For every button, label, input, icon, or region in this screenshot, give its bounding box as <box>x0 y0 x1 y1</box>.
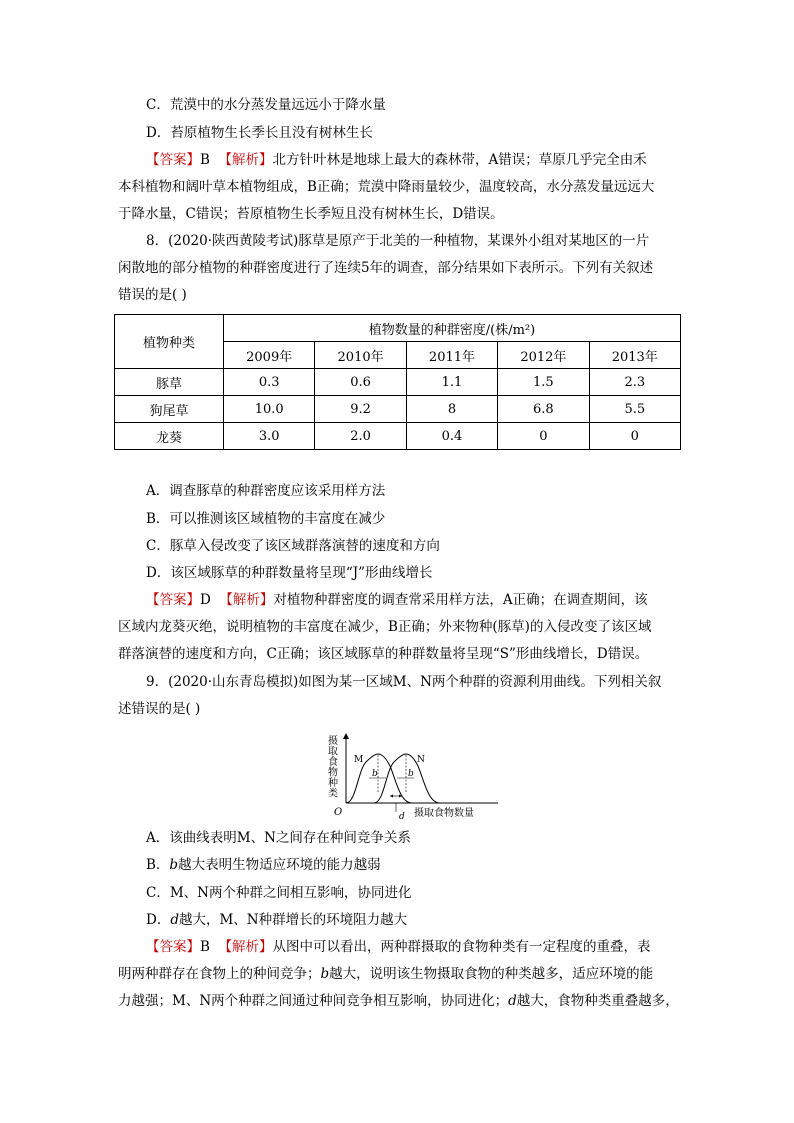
q7-analysis-line-2: 本科植物和阔叶草本植物组成，B正确；荒漠中降雨量较少，温度较高，水分蒸发量远远大 <box>118 179 655 195</box>
label-b-n: b <box>408 769 414 779</box>
answer-label: 【答案】 <box>146 939 200 955</box>
species-name: 龙葵 <box>115 423 224 450</box>
label-m: M <box>354 755 364 765</box>
species-name: 狗尾草 <box>115 396 224 423</box>
q9-stem-line-1: 9．(2020·山东青岛模拟)如图为某一区域M、N两个种群的资源利用曲线。下列相关叙 <box>146 674 662 690</box>
table-cell: 0 <box>498 423 589 450</box>
q8-analysis-line-2: 区域内龙葵灭绝，说明植物的丰富度在减少，B正确；外来物种(豚草)的入侵改变了该区域 <box>118 619 652 635</box>
option-prefix: B． <box>146 857 170 873</box>
table-row <box>115 369 681 396</box>
table-cell: 1.5 <box>498 369 589 396</box>
population-density-table <box>114 314 681 450</box>
table-year: 2013年 <box>589 342 680 369</box>
q9-option-a: A．该曲线表明M、N之间存在种间竞争关系 <box>146 830 411 846</box>
q7-option-c: C．荒漠中的水分蒸发量远远小于降水量 <box>146 97 386 113</box>
q9-option-b <box>146 856 381 874</box>
table-cell: 0.6 <box>315 369 406 396</box>
label-b-m: b <box>372 769 378 779</box>
variable-b: b <box>169 857 179 873</box>
table-cell: 6.8 <box>498 396 589 423</box>
ylabel-char: 摄 <box>328 736 338 747</box>
q9-analysis-line-2 <box>118 965 653 983</box>
q7-analysis-line-3: 于降水量，C错误；苔原植物生长季短且没有树林生长，D错误。 <box>118 206 504 222</box>
option-text: 越大，M、N种群增长的环境阻力越大 <box>178 912 408 928</box>
q9-stem-line-2: 述错误的是( ) <box>118 701 201 717</box>
analysis-text: 对植物种群密度的调查常采用样方法，A正确；在调查期间，该 <box>273 592 648 608</box>
label-d: d <box>399 812 405 822</box>
table-year: 2010年 <box>315 342 406 369</box>
y-axis-label <box>328 734 338 800</box>
ylabel-char: 物 <box>328 767 338 779</box>
overlap-d-arrowhead-left <box>390 795 393 798</box>
y-axis-arrow <box>343 733 349 739</box>
analysis-label: 【解析】 <box>219 592 274 608</box>
q9-option-c: C．M、N两个种群之间相互影响，协同进化 <box>146 885 412 901</box>
table-cell: 0.3 <box>224 369 315 396</box>
answer-value: B <box>200 939 210 955</box>
answer-value: B <box>200 152 210 168</box>
table-year: 2011年 <box>406 342 497 369</box>
answer-value: D <box>200 592 211 608</box>
answer-label: 【答案】 <box>146 152 200 168</box>
table-cell: 8 <box>406 396 497 423</box>
table-cell: 0 <box>589 423 680 450</box>
origin-label: O <box>334 807 343 818</box>
analysis-label: 【解析】 <box>218 939 273 955</box>
ylabel-char: 取 <box>328 746 338 758</box>
table-cell: 2.0 <box>315 423 406 450</box>
table-year: 2009年 <box>224 342 315 369</box>
species-name: 豚草 <box>115 369 224 396</box>
q8-option-d: D．该区域豚草的种群数量将呈现“J”形曲线增长 <box>146 565 433 581</box>
q8-stem-line-2: 闲散地的部分植物的种群密度进行了连续5年的调查，部分结果如下表所示。下列有关叙述 <box>118 260 654 276</box>
table-cell: 10.0 <box>224 396 315 423</box>
option-text: 越大表明生物适应环境的能力越弱 <box>178 857 381 873</box>
table-header-density: 植物数量的种群密度/(株/m²) <box>224 315 681 342</box>
q9-analysis-line-1 <box>146 938 651 956</box>
table-row <box>115 396 681 423</box>
table-cell: 3.0 <box>224 423 315 450</box>
ylabel-char: 类 <box>328 788 338 800</box>
table-cell: 5.5 <box>589 396 680 423</box>
q8-stem-line-3: 错误的是( ) <box>118 287 187 303</box>
q8-option-a: A．调查豚草的种群密度应该采用样方法 <box>146 483 386 499</box>
analysis-text: 力越强；M、N两个种群之间通过种间竞争相互影响，协同进化； <box>118 993 509 1009</box>
q8-option-b: B．可以推测该区域植物的丰富度在减少 <box>146 511 386 527</box>
q9-option-d <box>146 911 407 929</box>
q7-option-d: D．苔原植物生长季长且没有树林生长 <box>146 125 373 141</box>
label-n: N <box>417 755 425 765</box>
analysis-text: 从图中可以看出，两种群摄取的食物种类有一定程度的重叠，表 <box>272 939 651 955</box>
q7-analysis-line-1 <box>146 151 647 169</box>
ylabel-char: 种 <box>328 778 338 789</box>
q8-option-c: C．豚草入侵改变了该区域群落演替的速度和方向 <box>146 538 440 554</box>
q8-analysis-line-1 <box>146 591 648 609</box>
analysis-text: 越大，食物种类重叠越多， <box>516 993 679 1009</box>
ylabel-char: 食 <box>328 757 338 768</box>
variable-d: d <box>170 912 179 928</box>
resource-utilization-figure <box>322 730 502 824</box>
analysis-text: 越大，说明该生物摄取食物的种类越多，适应环境的能 <box>329 966 654 982</box>
table-cell: 2.3 <box>589 369 680 396</box>
variable-b: b <box>320 966 330 982</box>
table-row <box>115 423 681 450</box>
curve-n <box>374 754 440 803</box>
answer-label: 【答案】 <box>146 592 200 608</box>
q8-analysis-line-3: 群落演替的速度和方向，C正确；该区域豚草的种群数量将呈现“S”形曲线增长，D错误。 <box>118 646 649 662</box>
analysis-text: 北方针叶林是地球上最大的森林带，A错误；草原几乎完全由禾 <box>272 152 647 168</box>
q8-stem-line-1: 8．(2020·陕西黄陵考试)豚草是原产于北美的一种植物，某课外小组对某地区的一片 <box>146 233 650 249</box>
table-cell: 9.2 <box>315 396 406 423</box>
option-prefix: D． <box>146 912 171 928</box>
table-year: 2012年 <box>498 342 589 369</box>
table-cell: 1.1 <box>406 369 497 396</box>
x-axis-label: 摄取食物数量 <box>414 808 474 819</box>
table-cell: 0.4 <box>406 423 497 450</box>
q9-analysis-line-3 <box>118 992 679 1010</box>
analysis-label: 【解析】 <box>218 152 273 168</box>
table-header-species: 植物种类 <box>115 315 224 369</box>
variable-d: d <box>508 993 517 1009</box>
analysis-text: 明两种群存在食物上的种间竞争； <box>118 966 321 982</box>
